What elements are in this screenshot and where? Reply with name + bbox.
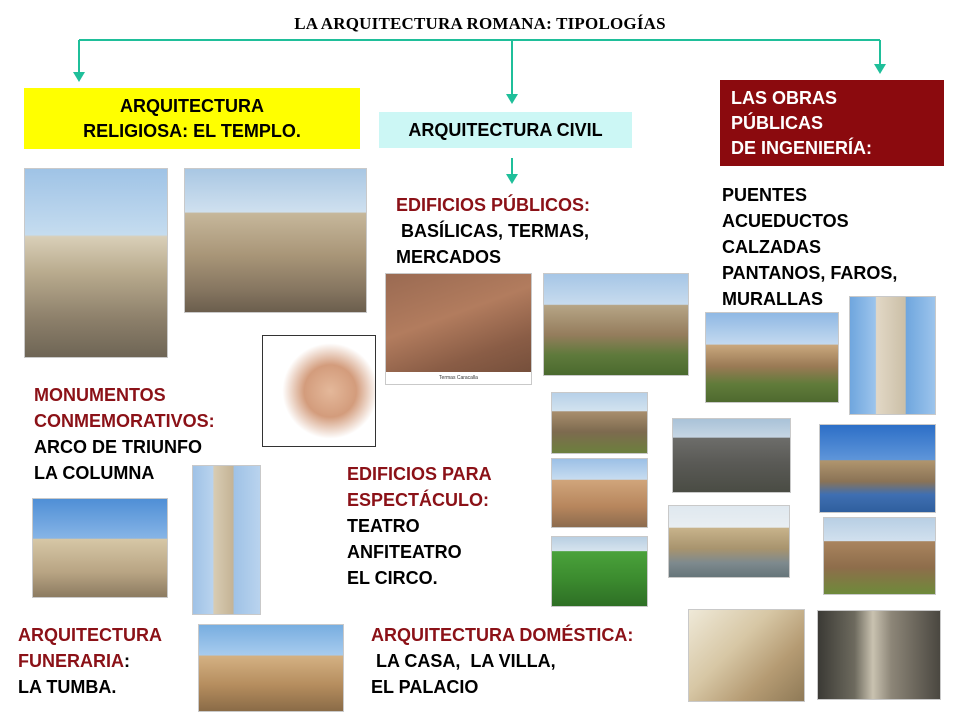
ingenieria-item: PANTANOS, FAROS, — [722, 263, 898, 283]
monumentos-item: LA COLUMNA — [34, 463, 155, 483]
arrow-right-icon — [874, 64, 886, 74]
ingenieria-item: PUENTES — [722, 185, 808, 205]
group-domestica — [371, 622, 633, 700]
photo-acueducto — [819, 424, 936, 513]
edificios-publicos-heading: EDIFICIOS PÚBLICOS: — [396, 195, 591, 215]
category-religiosa — [24, 88, 360, 149]
arrow-center-icon — [506, 94, 518, 104]
espectaculo-item: EL CIRCO. — [347, 568, 438, 588]
photo-puente — [705, 312, 839, 403]
group-monumentos — [34, 382, 215, 486]
funeraria-heading-suffix: : — [124, 651, 130, 671]
edificios-publicos-item: BASÍLICAS, TERMAS, — [396, 221, 590, 241]
photo-basilica — [543, 273, 689, 376]
group-edificios-publicos — [396, 192, 590, 270]
espectaculo-item: TEATRO — [347, 516, 420, 536]
monumentos-heading-line: MONUMENTOS — [34, 385, 166, 405]
obras-line-2: PÚBLICAS — [731, 113, 824, 133]
religiosa-line-2: RELIGIOSA: EL TEMPLO. — [83, 120, 301, 141]
ingenieria-item: CALZADAS — [722, 237, 821, 257]
funeraria-item: LA TUMBA. — [18, 677, 117, 697]
edificios-publicos-item: MERCADOS — [396, 247, 502, 267]
civil-label: ARQUITECTURA CIVIL — [408, 119, 603, 140]
photo-tumba — [198, 624, 344, 712]
photo-palacio — [817, 610, 941, 700]
group-ingenieria — [722, 182, 897, 312]
group-funeraria — [18, 622, 162, 700]
photo-anfiteatro — [551, 458, 648, 528]
monumentos-heading-line: CONMEMORATIVOS: — [34, 411, 215, 431]
espectaculo-item: ANFITEATRO — [347, 542, 462, 562]
religiosa-line-1: ARQUITECTURA — [120, 95, 264, 116]
photo-columna — [192, 465, 261, 615]
photo-muralla — [823, 517, 936, 595]
category-civil — [379, 112, 632, 148]
category-obras-publicas — [720, 80, 944, 166]
photo-circo — [551, 536, 648, 607]
ingenieria-item: ACUEDUCTOS — [722, 211, 849, 231]
photo-termas — [385, 273, 532, 385]
photo-temple — [24, 168, 168, 358]
domestica-item: LA CASA, LA VILLA, — [371, 651, 556, 671]
obras-line-3: DE INGENIERÍA: — [731, 138, 873, 158]
espectaculo-heading-line: ESPECTÁCULO: — [347, 490, 490, 510]
photo-teatro — [551, 392, 648, 454]
monumentos-item: ARCO DE TRIUNFO — [34, 437, 202, 457]
photo-villa — [688, 609, 805, 702]
photo-building-plan — [262, 335, 376, 447]
photo-muralla — [668, 505, 790, 578]
ingenieria-item: MURALLAS — [722, 289, 823, 309]
photo-caption: Termas Caracalla — [386, 372, 531, 384]
photo-pantheon — [184, 168, 367, 313]
arrow-left-icon — [73, 72, 85, 82]
photo-arco-triunfo — [32, 498, 168, 598]
group-espectaculo — [347, 461, 492, 591]
domestica-heading: ARQUITECTURA DOMÉSTICA: — [371, 625, 634, 645]
photo-calzada — [672, 418, 791, 493]
page-title: LA ARQUITECTURA ROMANA: TIPOLOGÍAS — [294, 14, 666, 33]
arrow-civil-icon — [506, 174, 518, 184]
obras-line-1: LAS OBRAS — [731, 88, 838, 108]
photo-faro — [849, 296, 936, 415]
funeraria-heading-line: ARQUITECTURA — [18, 625, 162, 645]
funeraria-heading-line: FUNERARIA — [18, 651, 124, 671]
espectaculo-heading-line: EDIFICIOS PARA — [347, 464, 492, 484]
domestica-item: EL PALACIO — [371, 677, 479, 697]
